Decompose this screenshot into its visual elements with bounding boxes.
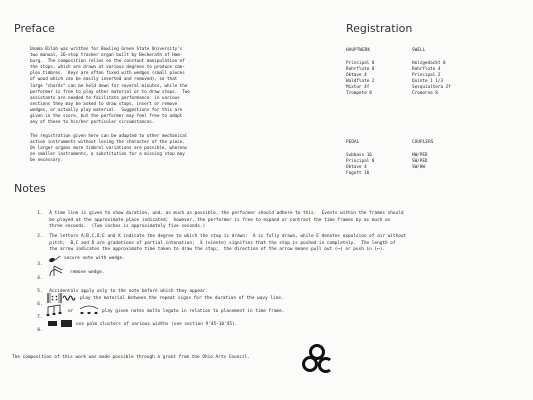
note-line: A time line is given to show duration, and, as much as possible, the performer should adhere to this. Events within the frames should — [49, 211, 404, 217]
note-5-text: Accidentals apply only to the note before which they appear. — [49, 289, 208, 295]
preface-line: assistants are needed to facilitate performance: in various — [30, 95, 180, 101]
hauptwerk-stop: Trompete 8 — [346, 91, 372, 97]
pedal-stop: Subbass 16 — [346, 153, 372, 158]
note-8 — [32, 322, 45, 335]
preface-line: given in the score, but the performer may feel free to adapt — [30, 114, 183, 120]
preface-paragraph-2 — [30, 134, 187, 164]
pedal-label: PEDAL — [346, 140, 360, 145]
note-8-text: use palm clusters of various widths (see section 9'45-10'45). — [76, 322, 238, 327]
preface-line: of wood which can be easily inserted and removed), so that — [30, 77, 178, 83]
preface-line: the stops, which are drawn at various degrees to produce com- — [30, 65, 185, 71]
coupler-item: SW/HW — [412, 165, 425, 171]
grant-credit: The composition of this work was made possible through a grant from the Ohio Arts Council. — [12, 355, 250, 360]
swell-column — [412, 48, 482, 98]
hauptwerk-column — [346, 48, 406, 98]
hauptwerk-stop-list — [346, 61, 406, 98]
hauptwerk-stop: Rohrflote 8 — [346, 67, 375, 73]
preface-line: The registration given here can be adapted to other mechanical — [30, 134, 188, 139]
preface-line: any of these to his/her particular circumstances. — [30, 120, 155, 126]
legato-notes-icon — [46, 303, 66, 317]
couplers-column — [412, 140, 482, 171]
coupler-item: HW/PED — [412, 153, 428, 158]
ohio-arts-council-logo — [300, 342, 334, 376]
note-number: 3. — [37, 262, 43, 268]
preface-line: performer is free to play other material or to draw stops. Two — [30, 89, 190, 95]
swell-label: SWELL — [412, 48, 426, 53]
preface-paragraph-1 — [30, 47, 190, 126]
swell-stop: Rohrflote 4 — [412, 67, 441, 73]
preface-line: Unama Bilah was written for Bowling Green State University's — [30, 47, 183, 52]
hauptwerk-label: HAUPTWERK — [346, 48, 371, 53]
registration-title: Registration — [346, 22, 413, 35]
note-line: The letters A,B,C,D,E and X indicate the degree to which the stop is drawn: A is fully drawn, while E denotes expulsion of air without — [49, 234, 407, 240]
hauptwerk-stop: Mixtur 4f — [346, 85, 370, 91]
note-line: be played at the approximate place indicated; however, the performer is free to expand or contract the time frames by as much as — [49, 217, 391, 223]
slurred-notes-icon — [78, 303, 100, 317]
preface-line: large "chords" can be held down for several minutes, while the — [30, 83, 188, 89]
swell-stop: Principal 2 — [412, 73, 441, 79]
note-2 — [32, 228, 406, 253]
note-4 — [32, 270, 45, 283]
note-7 — [32, 309, 45, 322]
swell-stop-list — [412, 61, 482, 98]
hauptwerk-stop: Oktave 4 — [346, 73, 367, 79]
pedal-stop: Fagott 16 — [346, 171, 370, 177]
remove-wedge-icon — [48, 264, 66, 278]
note-number: 8. — [37, 328, 43, 334]
note-number: 4. — [37, 276, 43, 282]
note-number: 2. — [37, 234, 43, 240]
note-line: three seconds. (Two inches is approximately five seconds.) — [49, 223, 206, 229]
note-4-text: remove wedge. — [70, 270, 105, 275]
preface-line: On larger organs more timbral variations are possible, whereas — [30, 146, 188, 152]
coupler-list — [412, 153, 482, 171]
notes-title: Notes — [14, 182, 46, 195]
swell-stop: Quinte 1 1/3 — [412, 79, 444, 85]
pedal-stop: Principal 8 — [346, 159, 375, 165]
couplers-label: COUPLERS — [412, 140, 434, 145]
note-3 — [32, 256, 45, 269]
pedal-column — [346, 140, 406, 177]
preface-line: burg. The composition relies on the constant manipulation of — [30, 59, 185, 65]
preface-line: be necessary. — [30, 158, 63, 164]
note-number: 6. — [37, 302, 43, 308]
preface-line: on smaller instruments, a substitution for a missing stop may — [30, 152, 185, 158]
palm-cluster-icon — [46, 317, 74, 331]
note-6-text: play the material between the repeat signs for the duration of the wavy line. — [80, 296, 284, 301]
note-number: 7. — [37, 315, 43, 321]
hauptwerk-stop: Waldflote 2 — [346, 79, 375, 85]
note-7-text: play given notes molto legato in relation to placement in time frame. — [102, 309, 285, 314]
note-6 — [32, 296, 45, 309]
note-line: the arrow indicates the approximate time taken to draw the stop; the direction of the arrow means pull out (⟶) or push in (⟵). — [49, 246, 386, 252]
note-number: 1. — [37, 211, 43, 217]
swell-stop: Holzgedackt 8 — [412, 61, 446, 66]
note-number: 5. — [37, 289, 43, 295]
note-1 — [32, 205, 404, 230]
hauptwerk-stop: Principal 8 — [346, 61, 375, 66]
preface-line: sections they may be asked to draw stops, insert or remove — [30, 101, 178, 107]
pedal-stop: Oktave 4 — [346, 165, 367, 171]
preface-line: action instruments without losing the character of the piece. — [30, 140, 185, 146]
preface-title: Preface — [14, 22, 55, 35]
preface-line: wedges, or actually play material. Suggestions for this are — [30, 107, 183, 113]
coupler-item: SW/PED — [412, 159, 428, 165]
swell-stop: Cromorne 8 — [412, 91, 438, 97]
swell-stop: Sesquialtera 2f — [412, 85, 451, 91]
note-line: pitch; B,C and D are gradations of partial intonation; X (niente) signifies that the stop is pushed in completely. The length of — [49, 240, 396, 246]
preface-line: two manual, 16-stop tracker organ built by Beckerath of Ham- — [30, 53, 183, 59]
preface-line: plex timbres. Keys are often fixed with wedges (small pieces — [30, 71, 185, 77]
note-7-or: or — [68, 309, 74, 314]
note-3-text: secure note with wedge. — [64, 256, 125, 261]
pedal-stop-list — [346, 153, 406, 177]
